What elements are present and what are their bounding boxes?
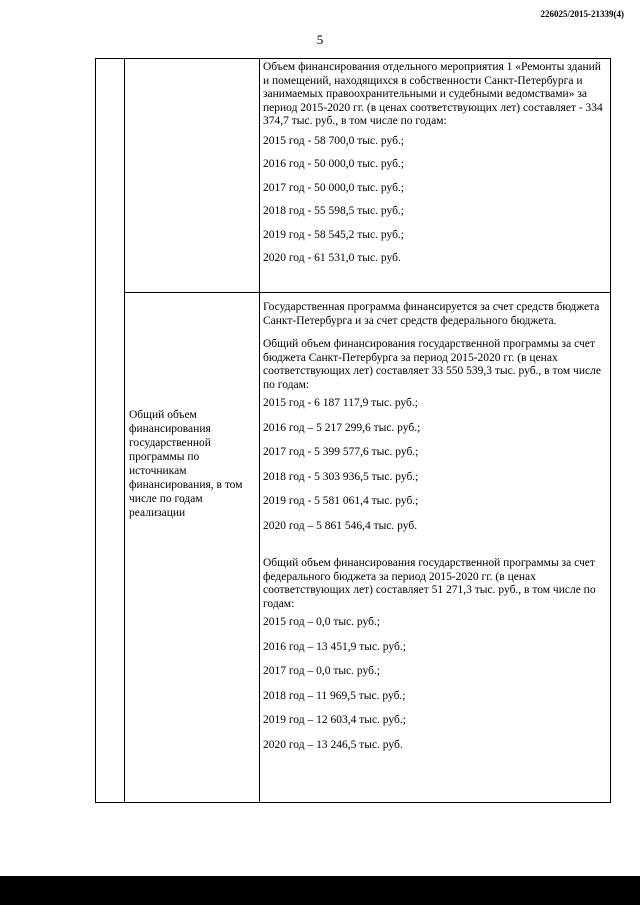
spb-year-line: 2018 год - 5 303 936,5 тыс. руб.; [263,470,419,483]
row1-text: Объем финансирования отдельного мероприятия 1 «Ремонты зданий и помещений, находящихся в собственности Санкт-Петербурга и занимаемых правоохранительными и судебными ведомствами» за период 2015-2020 гг. (в ценах соответствующих лет) составляет - 334 374,7 тыс. руб., в том числе по годам: [263,61,603,127]
row-divider [124,292,610,293]
page-number: 5 [316,32,324,47]
column-divider [259,59,260,802]
fed-year-line: 2018 год – 11 969,5 тыс. руб.; [263,689,406,702]
document-id: 226025/2015-21339(4) [540,9,624,19]
fed-year-line: 2019 год – 12 603,4 тыс. руб.; [263,714,406,726]
row2-label: Общий объем финансирования государственной программы по источникам финансирования, в том числе по годам реализации [129,409,243,519]
fed-year-line: 2020 год – 13 246,5 тыс. руб. [263,738,403,751]
financing-table [95,58,611,803]
spb-year-line: 2016 год – 5 217 299,6 тыс. руб.; [263,421,421,434]
row1-year-line: 2016 год - 50 000,0 тыс. руб.; [263,158,405,170]
row1-content [263,61,606,266]
fed-year-line: 2017 год – 0,0 тыс. руб.; [263,665,381,677]
spb-year-line: 2019 год - 5 581 061,4 тыс. руб.; [263,495,419,507]
row2-content [263,301,606,752]
fed-total: Общий объем финансирования государственной программы за счет федерального бюджета за период 2015-2020 гг. (в ценах соответствующих лет) составляет 51 271,3 тыс. руб., в том числе по годам: [263,557,596,610]
column-divider [124,59,125,802]
row1-year-line: 2019 год - 58 545,2 тыс. руб.; [263,228,405,241]
row1-year-line: 2020 год - 61 531,0 тыс. руб. [263,252,401,264]
spb-year-line: 2020 год – 5 861 546,4 тыс. руб. [263,519,418,532]
row2-intro: Государственная программа финансируется за счет средств бюджета Санкт-Петербурга и за счет средств федерального бюджета. [263,301,600,327]
fed-year-line: 2015 год – 0,0 тыс. руб.; [263,616,381,628]
row1-year-line: 2017 год - 50 000,0 тыс. руб.; [263,181,405,194]
spb-year-line: 2015 год - 6 187 117,9 тыс. руб.; [263,397,418,409]
row1-year-line: 2018 год - 55 598,5 тыс. руб.; [263,205,405,217]
fed-year-line: 2016 год – 13 451,9 тыс. руб.; [263,640,406,653]
spb-total: Общий объем финансирования государственной программы за счет бюджета Санкт-Петербурга за период 2015-2020 гг. (в ценах соответствующих лет) составляет 33 550 539,3 тыс. руб., в том числе по годам: [263,338,601,391]
scan-bottom-border [0,876,640,905]
spb-year-line: 2017 год - 5 399 577,6 тыс. руб.; [263,446,419,458]
row1-year-line: 2015 год - 58 700,0 тыс. руб.; [263,134,405,147]
